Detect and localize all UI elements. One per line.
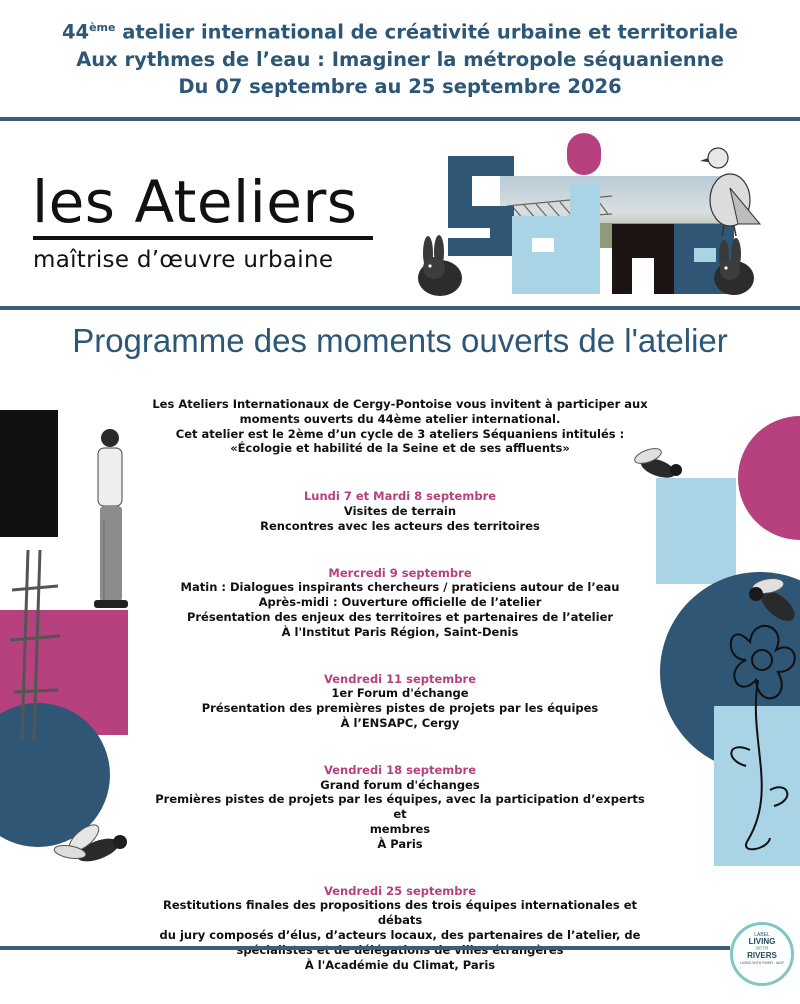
left-decoration <box>0 410 160 890</box>
event-line <box>150 943 650 958</box>
event-line: Matin : Dialogues inspirants chercheurs / praticiens autour de l’eau <box>180 580 620 595</box>
middle-divider <box>0 306 800 310</box>
edition-suffix: ème <box>89 21 116 34</box>
black-block <box>0 410 58 537</box>
event-line: 1er Forum d'échange <box>331 686 469 701</box>
program-title: Programme des moments ouverts de l'atelier <box>72 322 728 359</box>
header-line-2: Aux rythmes de l’eau : Imaginer la métropole séquanienne <box>76 47 724 71</box>
bottom-divider <box>0 946 730 950</box>
seine-collage-illustration <box>412 128 772 300</box>
top-divider <box>0 117 800 121</box>
edition-number: 44 <box>61 20 90 44</box>
badge-top: LABEL <box>754 932 770 938</box>
event-line: Rencontres avec les acteurs des territoires <box>260 518 540 533</box>
event-date: Vendredi 18 septembre <box>323 762 476 777</box>
event-block <box>150 884 650 973</box>
badge-word-1: LIVING <box>748 937 776 946</box>
event-date: Vendredi 11 septembre <box>323 671 476 686</box>
badge-bottom: LIVING WITH RIVER · IAGF <box>739 961 785 965</box>
event-line: À l'Institut Paris Région, Saint-Denis <box>281 624 519 639</box>
event-block <box>150 763 650 852</box>
badge-word-3: RIVERS <box>747 951 777 960</box>
event-line: Premières pistes de projets par les équipes, avec la participation d’experts et <box>155 792 645 822</box>
light-blue-square <box>656 478 736 584</box>
letter-i-stem <box>570 183 600 294</box>
right-decoration <box>628 410 800 890</box>
intro-line: «Écologie et habilité de la Seine et de ses affluents» <box>230 441 570 456</box>
event-line: Présentation des enjeux des territoires et partenaires de l’atelier <box>186 609 614 624</box>
event-date: Vendredi 25 septembre <box>323 883 476 898</box>
pink-circle <box>738 416 800 540</box>
header <box>0 0 800 118</box>
event-block <box>150 672 650 731</box>
living-rivers-badge <box>730 922 794 986</box>
logo-underline <box>33 236 373 240</box>
intro-line: Les Ateliers Internationaux de Cergy-Pontoise vous invitent à participer aux <box>152 397 648 411</box>
letter-i-dot <box>567 133 601 175</box>
intro-paragraph <box>150 397 650 456</box>
event-line: Restitutions finales des propositions des trois équipes internationales et débats <box>162 898 638 928</box>
event-block <box>150 489 650 533</box>
event-line: À l’ENSAPC, Cergy <box>340 715 460 730</box>
header-line-1-text: atelier international de créativité urbaine et territoriale <box>115 20 739 44</box>
event-block <box>150 566 650 640</box>
header-line-3: Du 07 septembre au 25 septembre 2026 <box>178 74 622 98</box>
standing-man-figure <box>94 429 128 608</box>
header-line-1 <box>0 0 800 46</box>
event-date: Lundi 7 et Mardi 8 septembre <box>303 489 497 504</box>
event-line: À Paris <box>377 836 423 851</box>
program-content <box>150 397 650 1004</box>
badge-word-2: WITH <box>755 946 769 952</box>
event-line: membres <box>369 821 431 836</box>
intro-line: Cet atelier est le 2ème d’un cycle de 3 ateliers Séquaniens intitulés : <box>175 426 625 441</box>
event-line: du jury composés d’élus, d’acteurs locaux, des partenaires de l’atelier, de <box>159 927 641 942</box>
event-line: À l'Académie du Climat, Paris <box>304 957 496 972</box>
event-line: Après-midi : Ouverture officielle de l’atelier <box>258 595 542 610</box>
logo-subtitle: maîtrise d’œuvre urbaine <box>33 247 334 273</box>
logo-title: les Ateliers <box>32 168 358 236</box>
event-date: Mercredi 9 septembre <box>328 565 472 580</box>
rabbit-icon-right <box>714 238 754 295</box>
intro-line: moments ouverts du 44ème atelier international. <box>239 411 561 426</box>
event-line: Grand forum d'échanges <box>320 777 480 792</box>
event-line: Visites de terrain <box>343 503 457 518</box>
event-line: Présentation des premières pistes de projets par les équipes <box>201 701 599 716</box>
letter-e-block <box>512 216 572 294</box>
